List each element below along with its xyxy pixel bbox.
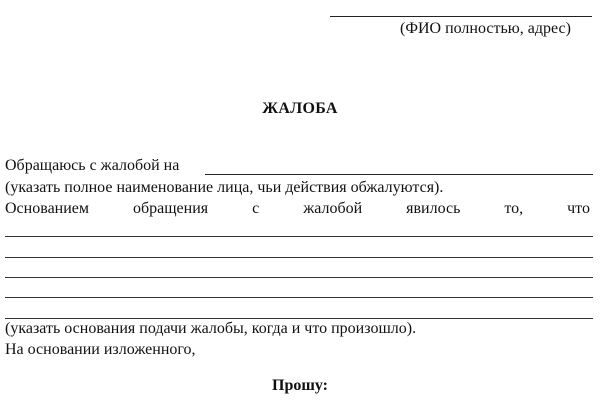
grounds-intro-line	[5, 200, 590, 218]
document-title: ЖАЛОБА	[262, 100, 338, 117]
complaint-against-field[interactable]	[205, 174, 593, 175]
grounds-word: обращения	[132, 200, 209, 217]
author-caption: (ФИО полностью, адрес)	[400, 20, 571, 37]
grounds-word: жалобой	[303, 200, 363, 217]
complaint-against-label: Обращаюсь с жалобой на	[5, 157, 180, 174]
grounds-blank-line[interactable]	[5, 297, 593, 298]
grounds-word: то,	[504, 200, 524, 217]
grounds-word: с	[252, 200, 260, 217]
complaint-against-hint: (указать полное наименование лица, чьи действия обжалуются).	[5, 179, 444, 196]
author-signature-line[interactable]	[330, 16, 592, 17]
request-heading: Прошу:	[272, 377, 328, 394]
grounds-blank-line[interactable]	[5, 257, 593, 258]
grounds-word: что	[567, 200, 590, 217]
grounds-word: Основанием	[5, 200, 90, 217]
basis-line: На основании изложенного,	[5, 341, 196, 358]
grounds-blank-line[interactable]	[5, 277, 593, 278]
grounds-blank-line[interactable]	[5, 318, 593, 319]
grounds-blank-line[interactable]	[5, 236, 593, 237]
grounds-word: явилось	[406, 200, 461, 217]
grounds-hint: (указать основания подачи жалобы, когда и что произошло).	[5, 320, 417, 337]
